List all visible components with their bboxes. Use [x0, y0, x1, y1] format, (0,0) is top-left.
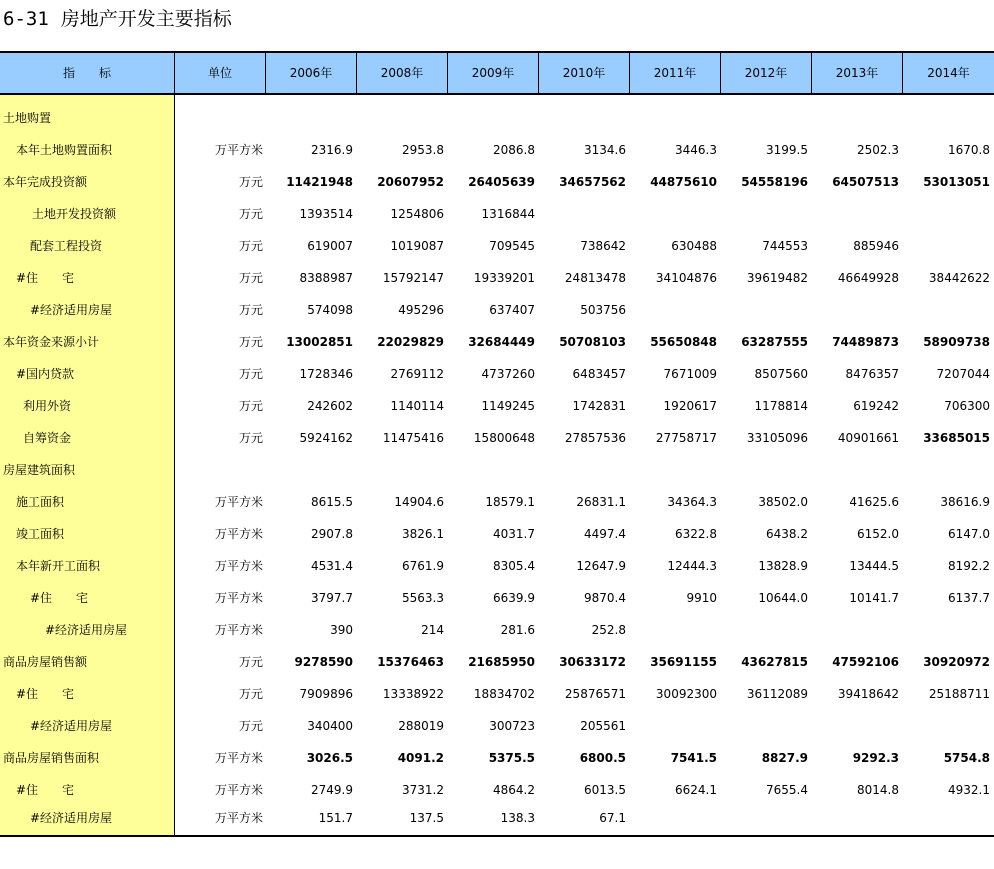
value-cell: 281.6	[500, 623, 535, 637]
value-cell: 1149245	[481, 399, 535, 413]
value-cell: 3026.5	[306, 751, 353, 765]
value-cell	[811, 102, 899, 134]
value-cell: 8192.2	[948, 559, 990, 573]
value-cell: 9278590	[294, 655, 353, 669]
value-cell: 252.8	[591, 623, 626, 637]
table-row	[0, 230, 994, 262]
value-cell: 1019087	[390, 239, 444, 253]
value-cell: 27758717	[655, 431, 717, 445]
row-indicator: #住 宅	[16, 783, 75, 797]
value-cell	[265, 454, 353, 486]
value-cell: 13444.5	[849, 559, 899, 573]
value-cell: 13828.9	[758, 559, 808, 573]
page-title	[3, 6, 232, 32]
value-cell: 1393514	[299, 207, 353, 221]
row-indicator: 商品房屋销售面积	[3, 751, 100, 765]
value-cell: 1670.8	[948, 143, 990, 157]
value-cell: 12444.3	[667, 559, 717, 573]
value-cell: 30092300	[655, 687, 717, 701]
value-cell: 6147.0	[948, 527, 990, 541]
value-cell: 2086.8	[493, 143, 535, 157]
table-row	[0, 102, 994, 134]
value-cell: 738642	[580, 239, 626, 253]
row-unit: 万元	[238, 687, 263, 701]
table-row	[0, 454, 994, 486]
value-cell: 6137.7	[948, 591, 990, 605]
value-cell: 26405639	[468, 175, 535, 189]
row-indicator: #经济适用房屋	[30, 303, 113, 317]
value-cell: 34364.3	[667, 495, 717, 509]
value-cell: 7541.5	[670, 751, 717, 765]
value-cell: 24813478	[564, 271, 626, 285]
header-year: 2006年	[265, 53, 356, 93]
value-cell	[447, 454, 535, 486]
value-cell: 619007	[307, 239, 353, 253]
value-cell	[447, 102, 535, 134]
value-cell	[265, 102, 353, 134]
row-indicator: #住 宅	[16, 687, 75, 701]
value-cell: 6013.5	[584, 783, 626, 797]
value-cell: 2953.8	[402, 143, 444, 157]
value-cell: 3199.5	[766, 143, 808, 157]
table-row	[0, 518, 994, 550]
row-unit: 万元	[238, 719, 263, 733]
row-indicator: 房屋建筑面积	[3, 463, 76, 477]
table-row	[0, 614, 994, 646]
value-cell: 34104876	[655, 271, 717, 285]
value-cell	[629, 294, 717, 326]
table-row	[0, 262, 994, 294]
value-cell: 54558196	[741, 175, 808, 189]
row-indicator: 利用外资	[23, 399, 72, 413]
value-cell: 13002851	[286, 335, 353, 349]
row-indicator: 本年新开工面积	[16, 559, 101, 573]
value-cell: 288019	[398, 719, 444, 733]
row-unit: 万元	[238, 335, 263, 349]
value-cell: 8388987	[299, 271, 353, 285]
row-unit: 万元	[238, 207, 263, 221]
value-cell: 55650848	[650, 335, 717, 349]
row-unit: 万元	[238, 175, 263, 189]
row-indicator: 施工面积	[16, 495, 65, 509]
row-unit: 万元	[238, 431, 263, 445]
value-cell: 3731.2	[402, 783, 444, 797]
row-indicator: 土地购置	[3, 111, 52, 125]
table-row	[0, 198, 994, 230]
row-unit: 万平方米	[214, 559, 263, 573]
value-cell	[811, 614, 899, 646]
row-unit: 万平方米	[214, 623, 263, 637]
value-cell: 41625.6	[849, 495, 899, 509]
value-cell	[902, 710, 990, 742]
value-cell	[720, 102, 808, 134]
row-indicator: 配套工程投资	[30, 239, 103, 253]
value-cell	[356, 102, 444, 134]
value-cell: 8615.5	[311, 495, 353, 509]
value-cell: 39418642	[837, 687, 899, 701]
row-indicator: 自筹资金	[23, 431, 72, 445]
value-cell: 4531.4	[311, 559, 353, 573]
table-row	[0, 422, 994, 454]
row-indicator: #住 宅	[30, 591, 89, 605]
value-cell	[902, 454, 990, 486]
row-indicator: 本年土地购置面积	[16, 143, 113, 157]
row-indicator: 本年完成投资额	[3, 175, 88, 189]
value-cell: 19339201	[473, 271, 535, 285]
table-row	[0, 582, 994, 614]
value-cell: 40901661	[837, 431, 899, 445]
value-cell: 9910	[686, 591, 717, 605]
value-cell: 13338922	[382, 687, 444, 701]
value-cell: 3826.1	[402, 527, 444, 541]
table-row	[0, 166, 994, 198]
value-cell: 58909738	[923, 335, 990, 349]
value-cell	[811, 710, 899, 742]
value-cell: 4737260	[481, 367, 535, 381]
row-indicator: #住 宅	[16, 271, 75, 285]
value-cell: 64507513	[832, 175, 899, 189]
value-cell: 3446.3	[675, 143, 717, 157]
value-cell: 18579.1	[485, 495, 535, 509]
header-unit: 单位	[174, 53, 265, 93]
value-cell: 63287555	[741, 335, 808, 349]
value-cell: 340400	[307, 719, 353, 733]
value-cell: 630488	[671, 239, 717, 253]
value-cell	[811, 802, 899, 834]
value-cell	[629, 102, 717, 134]
value-cell: 47592106	[832, 655, 899, 669]
value-cell: 50708103	[559, 335, 626, 349]
value-cell: 706300	[944, 399, 990, 413]
value-cell: 34657562	[559, 175, 626, 189]
table-row	[0, 390, 994, 422]
row-unit	[175, 102, 263, 134]
value-cell: 38502.0	[758, 495, 808, 509]
value-cell: 300723	[489, 719, 535, 733]
value-cell: 3797.7	[311, 591, 353, 605]
value-cell: 8476357	[845, 367, 899, 381]
value-cell: 5563.3	[402, 591, 444, 605]
value-cell: 11475416	[382, 431, 444, 445]
value-cell: 8014.8	[857, 783, 899, 797]
row-indicator: 竣工面积	[16, 527, 65, 541]
value-cell: 7671009	[663, 367, 717, 381]
value-cell: 15376463	[377, 655, 444, 669]
value-cell: 205561	[580, 719, 626, 733]
value-cell: 33105096	[746, 431, 808, 445]
value-cell: 53013051	[923, 175, 990, 189]
value-cell: 5754.8	[943, 751, 990, 765]
value-cell: 2769112	[390, 367, 444, 381]
value-cell: 242602	[307, 399, 353, 413]
row-unit: 万平方米	[214, 143, 263, 157]
value-cell	[902, 614, 990, 646]
value-cell	[720, 198, 808, 230]
header-indicator: 指 标	[62, 66, 111, 80]
table-number: 6-31	[3, 8, 49, 30]
table-row	[0, 802, 994, 834]
value-cell: 30633172	[559, 655, 626, 669]
value-cell: 14904.6	[394, 495, 444, 509]
value-cell: 25876571	[564, 687, 626, 701]
row-unit: 万元	[238, 367, 263, 381]
value-cell: 8827.9	[761, 751, 808, 765]
value-cell: 46649928	[837, 271, 899, 285]
value-cell: 744553	[762, 239, 808, 253]
value-cell: 35691155	[650, 655, 717, 669]
value-cell	[629, 614, 717, 646]
table-bottom-border	[0, 835, 994, 837]
value-cell: 137.5	[409, 811, 444, 825]
header-year: 2010年	[538, 53, 629, 93]
row-indicator: 商品房屋销售额	[3, 655, 88, 669]
value-cell	[811, 294, 899, 326]
value-cell	[902, 802, 990, 834]
value-cell: 574098	[307, 303, 353, 317]
value-cell: 6322.8	[675, 527, 717, 541]
row-unit: 万元	[238, 303, 263, 317]
value-cell: 27857536	[564, 431, 626, 445]
value-cell: 74489873	[832, 335, 899, 349]
value-cell: 8507560	[754, 367, 808, 381]
value-cell: 9292.3	[852, 751, 899, 765]
header-year: 2011年	[629, 53, 720, 93]
table-row	[0, 646, 994, 678]
value-cell: 26831.1	[576, 495, 626, 509]
value-cell: 6800.5	[579, 751, 626, 765]
header-year: 2014年	[902, 53, 994, 93]
value-cell: 1316844	[481, 207, 535, 221]
value-cell	[902, 102, 990, 134]
value-cell: 6483457	[572, 367, 626, 381]
value-cell	[902, 294, 990, 326]
value-cell: 5375.5	[488, 751, 535, 765]
table-row	[0, 710, 994, 742]
table-row	[0, 742, 994, 774]
value-cell: 1742831	[572, 399, 626, 413]
value-cell: 10141.7	[849, 591, 899, 605]
value-cell: 22029829	[377, 335, 444, 349]
value-cell	[720, 454, 808, 486]
value-cell	[720, 710, 808, 742]
table-header	[0, 51, 994, 95]
value-cell	[720, 614, 808, 646]
value-cell: 2907.8	[311, 527, 353, 541]
table-row	[0, 134, 994, 166]
value-cell: 21685950	[468, 655, 535, 669]
value-cell: 33685015	[923, 431, 990, 445]
row-unit: 万元	[238, 271, 263, 285]
value-cell: 44875610	[650, 175, 717, 189]
value-cell: 4031.7	[493, 527, 535, 541]
value-cell: 1254806	[390, 207, 444, 221]
value-cell: 20607952	[377, 175, 444, 189]
row-unit: 万平方米	[214, 811, 263, 825]
value-cell	[538, 454, 626, 486]
table-row	[0, 550, 994, 582]
value-cell: 15800648	[473, 431, 535, 445]
value-cell	[720, 802, 808, 834]
row-unit: 万平方米	[214, 495, 263, 509]
table-row	[0, 358, 994, 390]
value-cell: 15792147	[382, 271, 444, 285]
table-title: 房地产开发主要指标	[60, 8, 232, 30]
value-cell: 390	[330, 623, 353, 637]
header-year: 2009年	[447, 53, 538, 93]
value-cell: 1728346	[299, 367, 353, 381]
row-unit: 万平方米	[214, 591, 263, 605]
value-cell: 8305.4	[493, 559, 535, 573]
value-cell: 1178814	[754, 399, 808, 413]
value-cell: 6639.9	[493, 591, 535, 605]
value-cell: 18834702	[473, 687, 535, 701]
value-cell: 10644.0	[758, 591, 808, 605]
value-cell: 38616.9	[940, 495, 990, 509]
value-cell: 11421948	[286, 175, 353, 189]
value-cell: 6152.0	[857, 527, 899, 541]
value-cell: 709545	[489, 239, 535, 253]
value-cell	[629, 454, 717, 486]
value-cell: 36112089	[746, 687, 808, 701]
value-cell: 6761.9	[402, 559, 444, 573]
value-cell: 4497.4	[584, 527, 626, 541]
value-cell: 3134.6	[584, 143, 626, 157]
header-year: 2013年	[811, 53, 902, 93]
value-cell: 503756	[580, 303, 626, 317]
value-cell: 2316.9	[311, 143, 353, 157]
value-cell	[538, 198, 626, 230]
row-indicator: #经济适用房屋	[30, 811, 113, 825]
value-cell: 67.1	[599, 811, 626, 825]
value-cell: 12647.9	[576, 559, 626, 573]
row-unit: 万平方米	[214, 527, 263, 541]
value-cell: 38442622	[928, 271, 990, 285]
value-cell: 1920617	[663, 399, 717, 413]
value-cell: 2502.3	[857, 143, 899, 157]
table-row	[0, 678, 994, 710]
row-unit	[175, 454, 263, 486]
value-cell	[629, 802, 717, 834]
value-cell: 4864.2	[493, 783, 535, 797]
value-cell	[538, 102, 626, 134]
value-cell: 6438.2	[766, 527, 808, 541]
value-cell: 495296	[398, 303, 444, 317]
table-row	[0, 294, 994, 326]
row-indicator: 本年资金来源小计	[3, 335, 100, 349]
row-unit: 万平方米	[214, 783, 263, 797]
row-indicator: #经济适用房屋	[30, 719, 113, 733]
value-cell: 885946	[853, 239, 899, 253]
value-cell: 4091.2	[397, 751, 444, 765]
header-year: 2012年	[720, 53, 811, 93]
header-year: 2008年	[356, 53, 447, 93]
value-cell	[720, 294, 808, 326]
value-cell	[902, 198, 990, 230]
value-cell: 9870.4	[584, 591, 626, 605]
value-cell: 30920972	[923, 655, 990, 669]
value-cell: 138.3	[500, 811, 535, 825]
value-cell	[629, 710, 717, 742]
value-cell: 214	[421, 623, 444, 637]
value-cell	[811, 454, 899, 486]
value-cell	[902, 230, 990, 262]
row-indicator: #经济适用房屋	[45, 623, 128, 637]
value-cell: 619242	[853, 399, 899, 413]
value-cell	[629, 198, 717, 230]
value-cell: 4932.1	[948, 783, 990, 797]
value-cell: 5924162	[299, 431, 353, 445]
row-unit: 万元	[238, 239, 263, 253]
value-cell: 2749.9	[311, 783, 353, 797]
row-indicator: 土地开发投资额	[32, 207, 117, 221]
value-cell	[811, 198, 899, 230]
row-unit: 万平方米	[214, 751, 263, 765]
value-cell: 25188711	[928, 687, 990, 701]
row-unit: 万元	[238, 655, 263, 669]
value-cell: 6624.1	[675, 783, 717, 797]
value-cell: 151.7	[318, 811, 353, 825]
value-cell: 7207044	[936, 367, 990, 381]
value-cell: 43627815	[741, 655, 808, 669]
value-cell: 39619482	[746, 271, 808, 285]
value-cell: 7655.4	[766, 783, 808, 797]
value-cell: 32684449	[468, 335, 535, 349]
table-row	[0, 486, 994, 518]
row-unit: 万元	[238, 399, 263, 413]
value-cell	[356, 454, 444, 486]
value-cell: 1140114	[390, 399, 444, 413]
table-row	[0, 326, 994, 358]
value-cell: 7909896	[299, 687, 353, 701]
row-indicator: #国内贷款	[16, 367, 75, 381]
value-cell: 637407	[489, 303, 535, 317]
